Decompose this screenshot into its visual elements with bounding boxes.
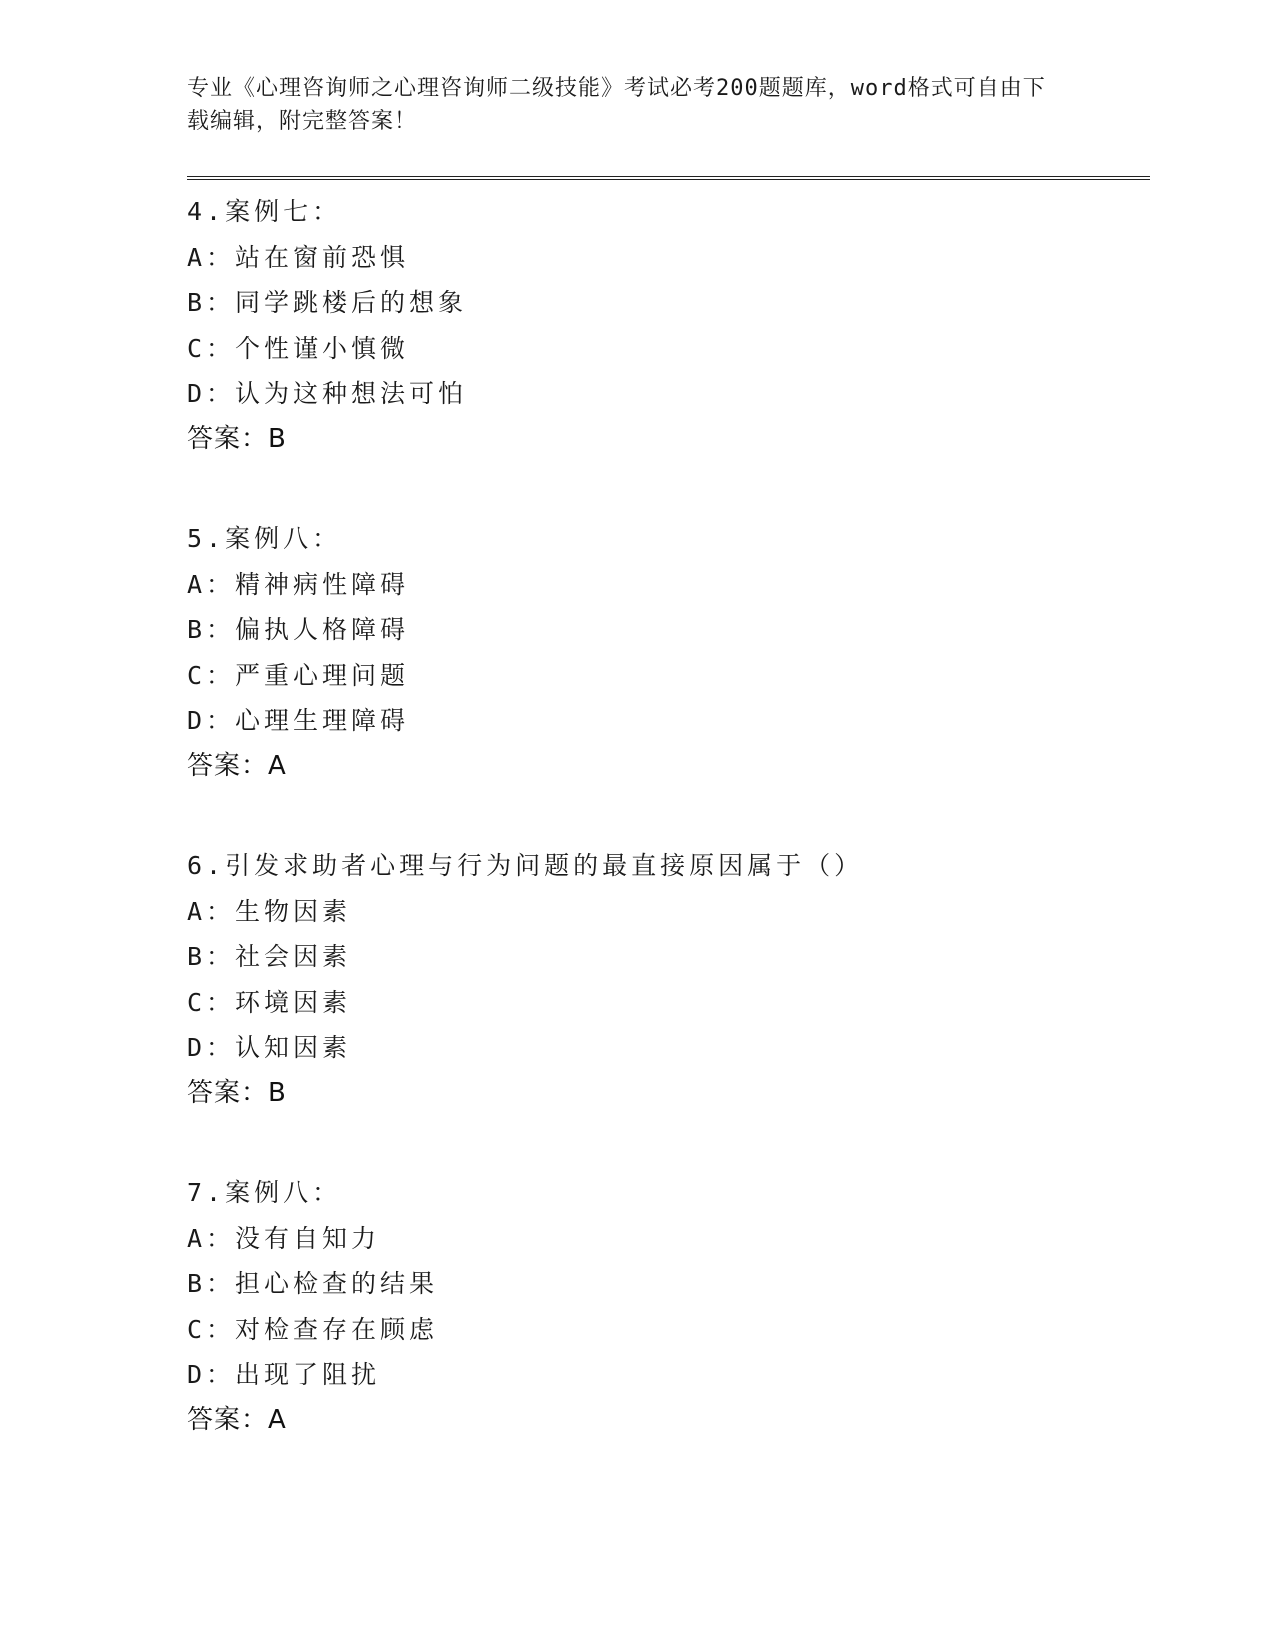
option-b: B：偏执人格障碍	[187, 615, 410, 644]
option-c: C：个性谨小慎微	[187, 333, 410, 363]
option-a: A：精神病性障碍	[187, 569, 410, 599]
option-b: B：社会因素	[187, 942, 352, 971]
document-header: 专业《心理咨询师之心理咨询师二级技能》考试必考200题题库，word格式可自由下载编辑，附完整答案！	[187, 76, 1046, 134]
option-d: D：认知因素	[187, 1033, 352, 1062]
question-item	[187, 516, 1127, 789]
option-c: C：对检查存在顾虑	[187, 1314, 439, 1344]
question-stem: 7.案例八：	[187, 1178, 342, 1207]
question-item	[187, 1170, 1127, 1443]
question-item	[187, 843, 1127, 1116]
question-item	[187, 189, 1127, 462]
header-divider	[187, 176, 1150, 180]
option-c: C：环境因素	[187, 987, 352, 1017]
option-c: C：严重心理问题	[187, 660, 410, 690]
answer-line: 答案：A	[187, 1404, 287, 1435]
answer-line: 答案：A	[187, 750, 287, 781]
option-d: D：心理生理障碍	[187, 706, 410, 735]
question-stem: 6.引发求助者心理与行为问题的最直接原因属于（）	[187, 851, 864, 880]
option-d: D：认为这种想法可怕	[187, 379, 468, 408]
question-stem: 5.案例八：	[187, 524, 342, 553]
option-d: D：出现了阻扰	[187, 1360, 381, 1389]
option-b: B：同学跳楼后的想象	[187, 288, 468, 317]
answer-line: 答案：B	[187, 1077, 287, 1108]
question-list	[187, 189, 1127, 1497]
option-b: B：担心检查的结果	[187, 1269, 439, 1298]
question-stem: 4.案例七：	[187, 197, 342, 226]
option-a: A：生物因素	[187, 896, 352, 926]
option-a: A：没有自知力	[187, 1223, 381, 1253]
answer-line: 答案：B	[187, 423, 287, 454]
option-a: A：站在窗前恐惧	[187, 242, 410, 272]
